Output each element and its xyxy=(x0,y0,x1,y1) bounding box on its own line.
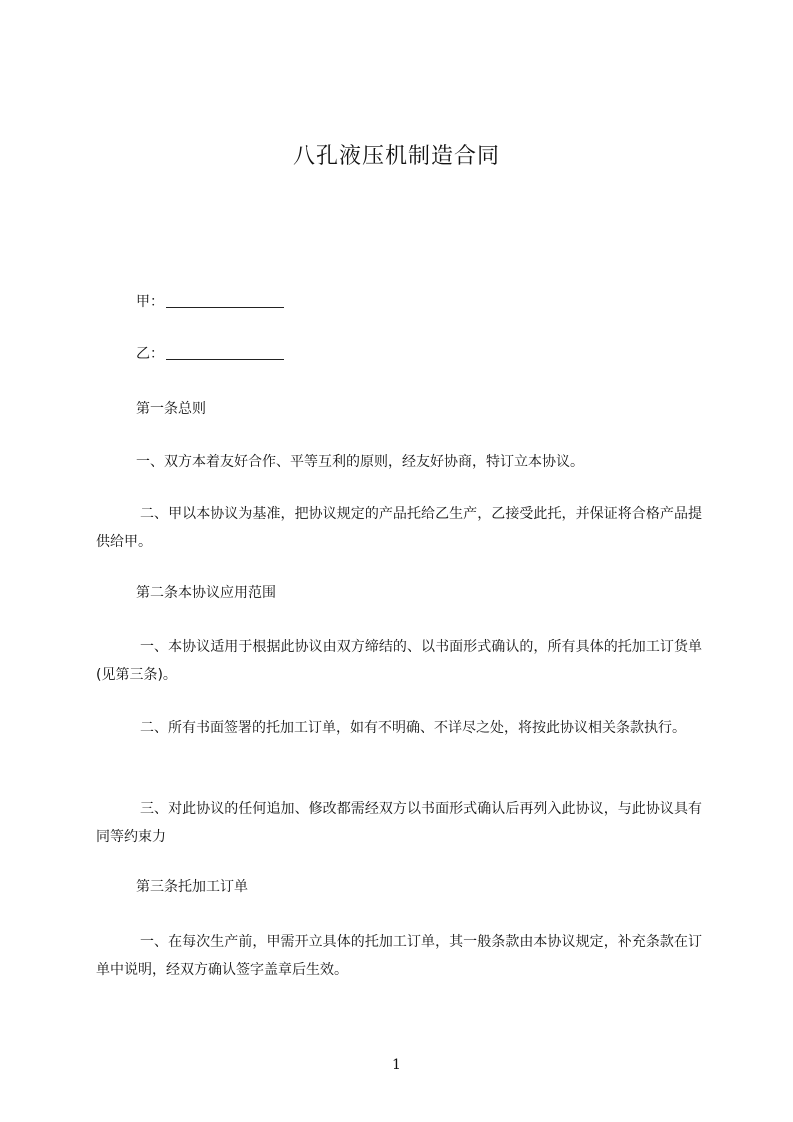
article-1-paragraph-2: 二、甲以本协议为基准，把协议规定的产品托给乙生产，乙接受此托，并保证将合格产品提供给甲。 xyxy=(96,506,702,550)
article-2-paragraph-1: 一、本协议适用于根据此协议由双方缔结的、以书面形式确认的，所有具体的托加工订货单(见第三条)。 xyxy=(96,639,702,683)
article-2-heading: 第二条本协议应用范围 xyxy=(136,585,276,601)
document-title: 八孔液压机制造合同 xyxy=(292,144,500,169)
article-3-paragraph-1: 一、在每次生产前，甲需开立具体的托加工订单，其一般条款由本协议规定，补充条款在订单中说明，经双方确认签字盖章后生效。 xyxy=(96,934,702,978)
article-3-heading: 第三条托加工订单 xyxy=(136,879,248,895)
page-number: 1 xyxy=(392,1057,401,1073)
party-a-line xyxy=(136,292,284,312)
article-1-paragraph-1: 一、双方本着友好合作、平等互利的原则，经友好协商，特订立本协议。 xyxy=(136,454,584,470)
party-a-blank xyxy=(166,293,284,308)
article-2-paragraph-3: 三、对此协议的任何追加、修改都需经双方以书面形式确认后再列入此协议，与此协议具有同等约束力 xyxy=(96,801,702,845)
party-b-line xyxy=(136,344,284,364)
party-a-label: 甲： xyxy=(136,294,164,310)
party-b-blank xyxy=(166,345,284,360)
party-b-label: 乙： xyxy=(136,346,164,362)
article-2-paragraph-2: 二、所有书面签署的托加工订单，如有不明确、不详尽之处，将按此协议相关条款执行。 xyxy=(140,720,686,736)
article-1-heading: 第一条总则 xyxy=(136,401,206,417)
